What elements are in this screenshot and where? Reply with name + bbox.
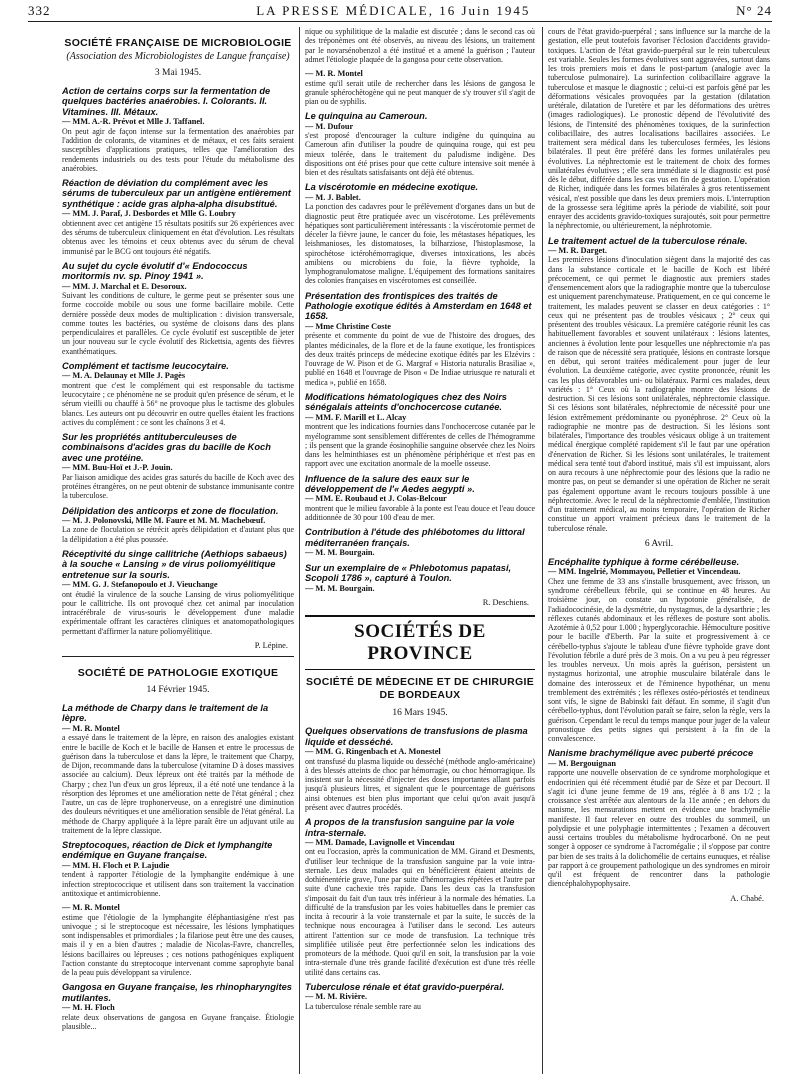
article-title: Streptocoques, réaction de Dick et lymphangite endémique en Guyane française. <box>62 840 273 861</box>
article-item <box>305 392 535 469</box>
article-list <box>305 27 535 593</box>
article-body: montrent que c'est le complément qui est responsable du tactisme leucocytaire ; ce phénomène ne se produit qu'en présence de sérum, et le sérum vieilli ou chauffé à 56° ne provoque plus le tactisme des globules blancs. Les auteurs ont pu découvrir en outre quelles étaient les fractions actives du complément : ce sont les chaînons 3 et 4. <box>62 380 294 427</box>
article-body: obtiennent avec cet antigène 15 résultats positifs sur 26 expériences avec des sérums de tuberculeux cliniquement en état d'évolution. Les résultats obtenus avec les témoins et ceux obtenus avec du sérum de cheval immunisé par le BCG ont toujours été négatifs. <box>62 218 294 256</box>
column-3 <box>548 27 770 1076</box>
column-separator <box>299 27 300 1074</box>
article-body: ont transfusé du plasma liquide ou desséché (méthode anglo-américaine) à des blessés atteints de choc par hémorragie, ou choc hémorragique. Ils insistent sur la nécessité d'injecter des doses importantes allant parfois jusqu'à plusieurs litres, et signalent que le pourcentage de guérisons ainsi obtenues est bien plus important que celui qu'on avait jusqu'à présent avec d'autres procédés. <box>305 756 535 812</box>
article-authors: — M. M. Rivière. <box>305 992 368 1002</box>
article-body: présente et commente du point de vue de l'histoire des drogues, des plantes médicinales, de la flore et de la faune exotique, les frontispices des deux traités princeps de médecine exotique édités par les Elzévirs : l'ouvrage de W. Pison et de G. Margraf « Historia naturalis Brasiliae », publié en 1648 et l'ouvrage de Pison « De Indiae utriusque re naturali et medica », publié en 1658. <box>305 331 535 387</box>
article-item <box>305 982 535 1011</box>
article-title: Tuberculose rénale et état gravido-puerpéral. <box>305 981 505 992</box>
article-authors: — M. J. Bablet. <box>305 192 361 202</box>
article-authors: — MM. F. Marill et L. Alcay <box>305 412 407 422</box>
article-list <box>62 86 294 636</box>
session-date: 16 Mars 1945. <box>392 708 448 719</box>
article-item <box>548 236 770 533</box>
province-banner <box>305 615 535 670</box>
article-body: Les premières lésions d'inoculation siègent dans la majorité des cas dans la substance corticale et le bacille de Koch est libéré précocement, ce qui permet le diagnostic aux premiers stades d'ensemencement alors que la radiographie montre que la tuberculose est uniquement parenchymateuse. Pratiquement, en ce qui concerne le traitement, les malades peuvent se classer en deux catégories : 1° ceux qui ne présentent pas de troubles vésicaux ; 2° ceux qui présentent des troubles vésicaux. La première catégorie réunit les cas habituellement favorables et souvent unilatéraux : lésions latentes, anciennes à évolution lente pour lesquelles une néphrectomie n'a pas de raison que de nécessité sera pratiquée, lésions en contraste lorsque en début, qui seront traitées médicalement pour juger de leur évolution. La deuxième catégorie, avec cystite prononcée, réunit les cas les plus défavorables uni- ou bilatéraux. Parmi ces malades, deux variétés : 1° Ceux où la radiographie montre des lésions de destruction. Si ces lésions sont unilatérales, néphrectomie classique. Si ces lésions sont bilatérales, néphrectomie de nécessité pour une lésion extrêmement prédominante ou pyonéphrose. 2° Ceux où la radiographie ne montre pas de destruction. Si les lésions sont bilatérales, l'importance des troubles vésicaux oblige à un traitement médical énergique complété rapidement s'il le faut par une opération d'énervation de Richer. Si les lésions sont unilatérales, le traitement médical sera tenté tout d'abord institué, mais s'il est impuissant, alors on aura recours à une néphrectomie pour des lésions que la radio ne montre pas, on peut se demander si une opération de Richer ne serait pas également opportune avant le recours toujours possible à une néphrectomie. Avec le recul de la néphrectomie d'emblée, l'institution d'un traitement médical, au moins temporaire, l'opération de Richer constitue un apport vraiment précieux dans le traitement de la tuberculose rénale. <box>548 255 770 533</box>
article-item <box>305 563 535 593</box>
article-authors: — M. M. Bourgain. <box>305 548 375 558</box>
article-item <box>62 361 294 427</box>
article-title: Réaction de déviation du complément avec les sérums de tuberculeux par un antigène entièrement synthétique : acide gras alpha-alpha disubstitué. <box>62 178 291 209</box>
article-body: On peut agir de façon intense sur la fermentation des anaérobies par l'addition de colorants, de vitamines et de métaux, et ces faits seraient susceptibles d'applications pratiques, telles que l'amélioration des rendements industriels ou des tests pour l'étude du métabolisme des anaérobies. <box>62 126 294 173</box>
article-item <box>62 840 294 898</box>
session-date: 3 Mai 1945. <box>154 68 202 78</box>
article-authors: — M. R. Montel <box>305 69 363 78</box>
article-item <box>305 291 535 387</box>
article-body: montrent que les indications fournies dans l'onchocercose cutanée par le myélogramme sont sensiblement différentes de celles de l'hémogramme ; ils pensent que la grande éosinophilie sanguine observée chez les Noirs dans les helminthiases est un phénomène périphérique et n'est pas en rapport avec une excitation anormale de la moelle osseuse. <box>305 422 535 469</box>
article-item <box>305 182 535 285</box>
journal-title: LA PRESSE MÉDICALE, 16 Juin 1945 <box>256 3 531 18</box>
article-list <box>548 557 770 889</box>
header-rule <box>28 21 772 22</box>
column-1 <box>62 27 294 1076</box>
article-title: Contribution à l'étude des phlébotomes du littoral méditerranéen français. <box>305 527 525 548</box>
article-title: Gangosa en Guyane française, les rhinopharyngites mutilantes. <box>62 982 292 1003</box>
article-authors: — M. J. Polonovski, Mlle M. Faure et M. M. Machebœuf. <box>62 515 266 525</box>
article-body: La tuberculose rénale semble rare au <box>305 1001 421 1011</box>
article-item <box>62 261 294 356</box>
running-header <box>28 2 772 20</box>
article-body: rapporte une nouvelle observation de ce syndrome morphologique et endocrinien qui été récemment étudié par de Sèze et par Decourt. Il s'agit ici d'une jeune femme de 19 ans, réglée à 8 ans 1/2 ; la croissance s'est arrêtée aux alentours de la 11e année ; en dehors du nanisme, les mensurations mettent en évidence une brachymélie manifeste. Il faut relever en outre des troubles du sommeil, un polydipsie et une polyphagie intermittentes ; l'examen a découvert aussi certains troubles du métabolisme hydrocarboné. On ne peut songer à opposer ce syndrome à l'acromégalie ; il s'oppose par contre par bien de ses traits à la dolichomélie de certains eunuques, et réalise par rapport à ce groupement pathologique un des syndromes en miroir qu'il est fréquent de rencontrer dans la pathologie diencéphalohypophysaire. <box>548 768 770 889</box>
article-title: Présentation des frontispices des traités de Pathologie exotique édités à Amsterdam en 1648 et 1658. <box>305 290 532 322</box>
article-item <box>305 817 535 977</box>
article-authors: — MM. H. Floch et P. Lajudie <box>62 860 170 870</box>
signature: P. Lépine. <box>254 640 288 650</box>
article-authors: — MM. J. Marchal et E. Desoroux. <box>62 281 187 291</box>
article-authors: — MM. J. Paraf, J. Desbordes et Mlle G. Loubry <box>62 209 236 219</box>
article-item <box>62 506 294 544</box>
section-title: SOCIÉTÉ DE MÉDECINE ET DE CHIRURGIE DE BORDEAUX <box>305 676 535 702</box>
banner-title: SOCIÉTÉS DE PROVINCE <box>354 621 486 665</box>
article-title: Le quinquina au Cameroun. <box>305 111 428 122</box>
article-title: Action de certains corps sur la fermentation de quelques bactéries anaérobies. I. Colorants. II. Vitamines. III. Métaux. <box>62 86 271 117</box>
article-body: Par liaison amidique des acides gras saturés du bacille de Koch avec des protéines étrangères, on ne peut obtenir de substance immunisante contre la tuberculose. <box>62 472 294 501</box>
article-authors: — M. H. Floch <box>62 1003 115 1013</box>
article-authors: — M. Dufour <box>305 121 354 131</box>
article-body: s'est proposé d'encourager la culture indigène du quinquina au Cameroun afin d'utiliser la poudre de quinquina rouge, qui est peu mieux tolérée, dans le traitement du paludisme indigène. Des dispositions ont été prises pour que cette culture intensive soit menée à bien et des résultats satisfaisants ont déjà été obtenus. <box>305 131 535 178</box>
article-item <box>305 474 535 523</box>
article-title: Modifications hématologiques chez des Noirs sénégalais atteints d'onchocercose cutanée. <box>305 391 507 413</box>
article-body: montrent que le milieu favorable à la ponte est l'eau douce et l'eau douce additionnée de 30 pour 100 d'eau de mer. <box>305 503 535 523</box>
article-authors: — Mme Christine Coste <box>305 321 391 331</box>
article-item <box>305 111 535 177</box>
article-authors: — MM. E. Roubaud et J. Colas-Belcour <box>305 494 447 504</box>
article-item <box>305 527 535 557</box>
session-date: 14 Février 1945. <box>146 684 210 695</box>
article-body: Chez une femme de 33 ans s'installe brusquement, avec frisson, un syndrome cérébelleux fébrile, qui se continue en 48 heures. Au troisième jour, on constate un hypotonie généralisée, de l'adiadococinésie, de la dysmétrie, du nystagmus, de la dysarthrie ; les réflexes cutanés abdominaux et les réflexes de posture sont abolis. Azotémie à 0,52 pour 1.000 ; hyperglycorachie. Hémoculture positive pour le bacille d'Eberth. Par la suite et progressivement à ce cérébello-typhus s'ajoute le tableau d'une fièvre typhoïde grave dont l'évolution fébrile a duré près de 3 mois. On a vu peu à peu régresser les troubles nerveux. Un mois après la guérison, persistent un nystagmus horizontal, une atrophie musculaire bilatérale dans le domaine des interosseux et de l'éminence hypothénar, un menu tremblement des extrémités ; les réflexes ostéo-périostés et tendineux sont vifs, le signe de Babinski fait défaut. En somme, il s'agit d'un cérébello-typhus, dont l'évolution paraît se faire, selon la règle, vers la guérison. Cependant le recul du temps manque pour juger de la valeur pronostique des petits signes qui persistent à la fin de la convalescence. <box>548 576 770 744</box>
article-authors: — M. M. Bourgain. <box>305 583 375 593</box>
session-date: 6 Avril. <box>644 538 674 549</box>
article-item <box>305 726 535 812</box>
article-body: a essayé dans le traitement de la lèpre, en raison des analogies existant entre le bacille de Koch et le bacille de Hansen et entre le processus de guérison dans la tuberculose et dans la lèpre, le traitement que Charpy, de Dijon, recommande dans la tuberculose (vitamine D à doses massives associée au calcium). Deux lépreux ont été traités par la méthode de Charpy ; chez l'un d'eux un gros lépreux, il a été noté une tendance à la résorption des lépromes et une amélioration nette de l'état général ; chez l'autre, un cas de lèpre trophonerveuse, on a enregistré une diminution des douleurs névritiques et une amélioration sensible de l'état général. La méthode de Charpy appliquée à la lèpre paraît être un adjuvant utile au traitement de la lèpre classique. <box>62 733 294 835</box>
article-item <box>548 27 770 231</box>
divider <box>62 656 294 657</box>
article-title: Quelques observations de transfusions de plasma liquide et desséché. <box>305 726 528 747</box>
article-body: ont étudié la virulence de la souche Lansing de virus poliomyélitique pour le callitriche. Ils ont provoqué chez cet animal par inoculation intracérébrale de virus-souris le développement d'une maladie expérimentale offrant les caractères cliniques et anatomopathologiques permettant d'affirmer la nature poliomyélitique. <box>62 589 294 636</box>
article-item <box>305 69 535 106</box>
article-authors: — MM. Damade, Lavignolle et Vincendau <box>305 837 455 847</box>
article-authors: — MM. G. Ringenbach et A. Monestel <box>305 747 441 757</box>
article-item <box>62 903 294 977</box>
article-authors: — MM. G. J. Stefanopoulo et J. Vieuchange <box>62 580 218 590</box>
article-title: Délipidation des anticorps et zone de floculation. <box>62 505 279 516</box>
article-list <box>62 703 294 1031</box>
signature: A. Chabé. <box>730 893 764 903</box>
article-body: cours de l'état gravido-puerpéral ; sans influence sur la marche de la gestation, elle peut toutefois favoriser l'éclosion d'accidents gravido-toxiques. L'action de l'état gravido-puerpéral sur le rein tuberculeux est variable. Seules les formes évolutives sont aggravées, surtout dans les trois premiers mois et dans le post-partum (analogie avec la tuberculose pulmonaire). La surinfection colibacillaire aggrave la tuberculose et masque le diagnostic ; celui-ci est parfois gêné par les déformations vésicales provoquées par la gestation (dilatation urétérale, dilatation de l'uretère et par les déformations des urètres (images radiologiques). Le pronostic dépend de l'évolutivité des lésions, de l'intensité des phénomènes toxiques, de la surinfection colibacillaire, des autres localisations bacillaires associées. Le traitement sera médical dans les tuberculoses fermées, les lésions bilatérales. Il peut être préféré dans les formes unilatérales peu évolutives. La néphrectomie est le traitement de choix des formes unilatérales évolutives ; elle sera immédiate si le diagnostic est posé dès le début, différée dans les cas vus en fin de gestation. L'opération de Richer, indiquée dans les formes bilatérales à gros retentissement vésical, n'est possible que dans les deux premiers mois. L'interruption de la grossesse sera légitime après la période de viabilité, soit pour enrayer des accidents gravido-toxiques surajoutés, soit pour permettre la néphrectomie, ou ultérieurement, la néphrotomie. <box>548 27 770 231</box>
article-authors: — M. R. Montel <box>62 723 120 733</box>
article-body: Suivant les conditions de culture, le germe peut se présenter sous une forme coccoïde mobile ou sous une forme bacillaire mobile. Cette dernière possède deux modes de multiplication : division transversale, comme toutes les bactéries, ou système de cloisons dans des plans perpendiculaires et parallèles. Ce cycle évolutif est susceptible de jeter un jour nouveau sur le cycle évolutif des Rickettsia, agents des fièvres exanthématiques. <box>62 291 294 356</box>
article-authors: — MM. Buu-Hoï et J.-P. Jouin. <box>62 463 173 473</box>
article-item <box>62 982 294 1031</box>
article-title: Sur un exemplaire de « Phlebotomus papatasi, Scopoli 1786 », capturé à Toulon. <box>305 562 512 584</box>
article-item <box>62 703 294 835</box>
page-number: 332 <box>28 3 51 18</box>
article-body: La zone de floculation se rétrécit après délipidation et d'autant plus que la délipidation a été plus poussée. <box>62 525 294 544</box>
article-authors: — M. R. Darget. <box>548 245 607 255</box>
article-body: estime que l'étiologie de la lymphangite éléphantiasigène n'est pas univoque ; si le streptocoque est nécessaire, les lésions lymphatiques sont indispensables et primordiales ; la filariose peut être une des causes, mais il y en a bien d'autres ; maladie de Nicolas-Favre, chancrelles, lésions bacillaires ou lépreuses ; ces notions pathogéniques expliquent l'action constante du streptocoque intervenant comme saprophyte banal de la peau puis développant sa virulence. <box>62 912 294 978</box>
article-title: Influence de la salure des eaux sur le développement de l'« Aedes aegypti ». <box>305 473 475 494</box>
column-separator <box>542 27 543 1074</box>
article-authors: — MM. Ingelrié, Mommayou, Pelletier et Vincendeau. <box>548 567 741 577</box>
section-subtitle: (Association des Microbiologistes de Langue française) <box>66 51 290 62</box>
article-body: nique ou syphilitique de la maladie est discutée ; dans le second cas où des tréponèmes ont été observés, au niveau des lésions, un traitement par le novarsénobenzol a été institué et a amené la guérison ; l'auteur admet l'étiologie plaquée de la gangosa pour cette observation. <box>305 27 535 64</box>
article-item <box>548 557 770 743</box>
article-item <box>62 432 294 501</box>
signature: R. Deschiens. <box>482 598 529 608</box>
article-authors: — MM. A.-R. Prévot et Mlle J. Taffanel. <box>62 117 205 127</box>
article-title: La viscérotomie en médecine exotique. <box>305 182 479 193</box>
article-title: Au sujet du cycle évolutif d'« Endococcus moritormis nv. sp. Pinoy 1941 ». <box>62 260 248 282</box>
article-item <box>305 27 535 64</box>
article-title: La méthode de Charpy dans le traitement de la lèpre. <box>62 702 269 724</box>
article-title: Sur les propriétés antituberculeuses de combinaisons d'acides gras du bacille de Koch avec une protéine. <box>62 432 271 463</box>
article-item <box>548 748 770 888</box>
article-item <box>62 86 294 173</box>
article-title: Complément et tactisme leucocytaire. <box>62 360 229 371</box>
article-authors: — M. A. Delaunay et Mlle J. Pagès <box>62 371 186 381</box>
article-item <box>62 178 294 256</box>
article-list <box>305 726 535 1011</box>
article-list <box>548 27 770 533</box>
article-authors: — M. R. Montel <box>62 903 120 913</box>
article-title: Réceptivité du singe callitriche (Aethiops sabaeus) à la souche « Lansing » de virus poliomyélitique entretenue sur la souris. <box>62 548 287 580</box>
article-body: estime qu'il serait utile de rechercher dans les lésions de gangosa le granule sphérochètogène qui ne peut manquer de s'y trouver s'il s'agit de pian ou de syphilis. <box>305 78 535 107</box>
section-title: SOCIÉTÉ DE PATHOLOGIE EXOTIQUE <box>77 666 279 679</box>
article-title: Le traitement actuel de la tuberculose rénale. <box>548 235 748 246</box>
article-body: La ponction des cadavres pour le prélèvement d'organes dans un but de diagnostic peut être pratiquée avec un viscérotome. Les prélèvements hépatiques sont particulièrement intéressants : la viscérotomie permet de déceler la fièvre jaune, le cancer du foie, les métastases hépatiques, les leishmanioses, les distomatoses, la bilharziose, l'histoplasmose, la spirochétose ictérohémorragique, diverses intoxications, les abcès amibiens ou microbiens du foie, la fièvre typhoïde, la lymphogranulomatose maligne. L'équipement des formations sanitaires des colonies françaises en viscérotomes est conseillée. <box>305 202 535 286</box>
column-2 <box>305 27 535 1076</box>
article-body: tendent à rapporter l'étiologie de la lymphangite endémique à une infection streptococcique et utilisent dans son traitement la vaccination antitoxique et antimicrobienne. <box>62 870 294 898</box>
article-authors: — M. Bergouignan <box>548 758 616 768</box>
article-item <box>62 549 294 636</box>
section-title: SOCIÉTÉ FRANÇAISE DE MICROBIOLOGIE <box>64 37 292 49</box>
issue-number: N° 24 <box>736 3 772 18</box>
article-title: Nanisme brachymélique avec puberté précoce <box>548 748 754 759</box>
article-title: Encéphalite typhique à forme cérébelleuse. <box>548 556 740 567</box>
article-body: relate deux observations de gangosa en Guyane française. Étiologie plausible... <box>62 1012 294 1032</box>
article-title: A propos de la transfusion sanguine par la voie intra-sternale. <box>305 817 515 838</box>
article-body: ont eu l'occasion, après la communication de MM. Girand et Desments, d'utiliser leur technique de la transfusion sanguine par la voie intra-sternale. Les deux malades qui en bénéficièrent étaient atteints de dothiénentérie grave, l'une par suite d'hémorragies répétées et l'autre par suite d'une cachexie très rapide. Dans les deux cas la transfusion s'imposait du fait d'un taux très inférieur à la normale des hématies. La difficulté de la transfusion par les voies habituelles dans le premier cas incita à recourir à la voie transternale et par la suite, le succès de la technique nous encouragea à l'utiliser dans le second. Les auteurs attirent l'attention sur ce mode de transfusion. La technique très simplifiée utilisée peut être perfectionnée selon les indications des promoteurs de la méthode. Quoi qu'il en soit, la transfusion par la voie intra-sternale d'une très grande facilité d'exécution est d'une très réelle utilité dans certains cas. <box>305 847 535 977</box>
